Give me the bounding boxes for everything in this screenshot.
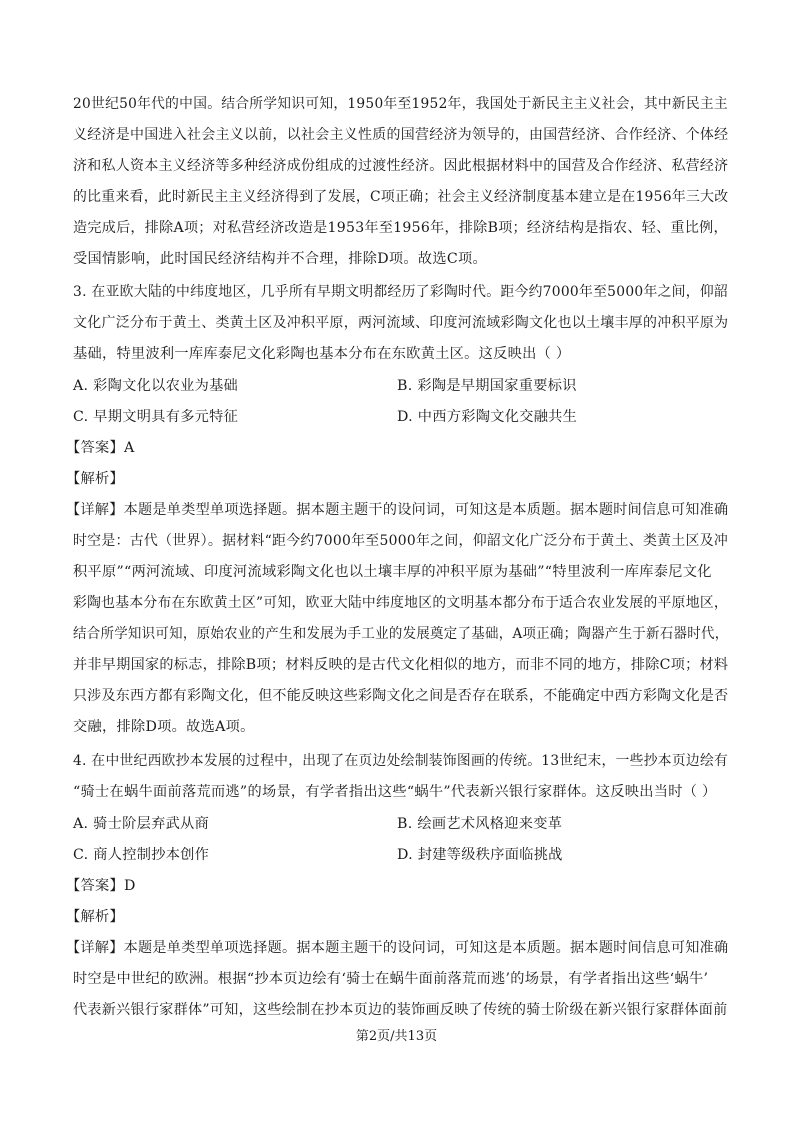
explanation-line: 并非早期国家的标志，排除B项；材料反映的是古代文化相似的地方，而非不同的地方，排除C项；材料 xyxy=(73,657,729,673)
question-stem: 基础，特里波利一库库泰尼文化彩陶也基本分布在东欧黄土区。这反映出（ ） xyxy=(73,346,571,362)
explanation-line: 【详解】本题是单类型单项选择题。据本题主题干的设问词，可知这是本质题。据本题时间信息可知准确 xyxy=(66,940,729,956)
explanation-line: 时空是中世纪的欧洲。根据“抄本页边绘有‘骑士在蜗牛面前落荒而逃’的场景，有学者指出这些‘蜗牛’ xyxy=(73,971,709,987)
option-d: D. 封建等级秩序面临挑战 xyxy=(397,847,563,863)
question-stem: “骑士在蜗牛面前落荒而逃”的场景，有学者指出这些“蜗牛”代表新兴银行家群体。这反映出当时（ ） xyxy=(73,784,717,800)
option-d: D. 中西方彩陶文化交融共生 xyxy=(397,409,578,425)
question-stem: 文化广泛分布于黄土、类黄土区及冲积平原，两河流域、印度河流域彩陶文化也以土壤丰厚的冲积平原为 xyxy=(73,315,729,331)
text-line: 济和私人资本主义经济等多种经济成份组成的过渡性经济。因此根据材料中的国营及合作经济、私营经济 xyxy=(73,158,729,174)
text-line: 的比重来看，此时新民主主义经济得到了发展，C项正确；社会主义经济制度基本建立是在1956年三大改 xyxy=(73,189,729,205)
explanation-line: 彩陶也基本分布在东欧黄土区”可知，欧亚大陆中纬度地区的文明基本都分布于适合农业发展的平原地区， xyxy=(73,595,728,611)
answer-label: 【答案】D xyxy=(66,878,136,894)
option-a: A. 骑士阶层弃武从商 xyxy=(73,816,210,832)
explanation-line: 交融，排除D项。故选A项。 xyxy=(73,719,255,735)
explanation-line: 积平原”“两河流域、印度河流域彩陶文化也以土壤丰厚的冲积平原为基础”“特里波利一库库泰尼文化 xyxy=(73,564,712,580)
explanation-line: 只涉及东西方都有彩陶文化，但不能反映这些彩陶文化之间是否存在联系，不能确定中西方彩陶文化是否 xyxy=(73,688,729,704)
question-stem: 3. 在亚欧大陆的中纬度地区，几乎所有早期文明都经历了彩陶时代。距今约7000年至5000年之间，仰韶 xyxy=(73,284,729,300)
text-line: 造完成后，排除A项；对私营经济改造是1953年至1956年，排除B项；经济结构是指农、轻、重比例， xyxy=(73,220,728,236)
page-number: 第2页/共13页 xyxy=(355,1029,438,1044)
text-line: 受国情影响，此时国民经济结构并不合理，排除D项。故选C项。 xyxy=(73,251,487,267)
explanation-line: 【详解】本题是单类型单项选择题。据本题主题干的设问词，可知这是本质题。据本题时间信息可知准确 xyxy=(66,502,729,518)
text-line: 20世纪50年代的中国。结合所学知识可知，1950年至1952年，我国处于新民主主义社会，其中新民主主 xyxy=(73,96,728,112)
text-line: 义经济是中国进入社会主义以前，以社会主义性质的国营经济为领导的，由国营经济、合作经济、个体经 xyxy=(73,127,729,143)
analysis-label: 【解析】 xyxy=(66,471,124,487)
answer-label: 【答案】A xyxy=(66,440,135,456)
option-b: B. 彩陶是早期国家重要标识 xyxy=(397,378,577,394)
option-c: C. 早期文明具有多元特征 xyxy=(73,409,239,425)
option-c: C. 商人控制抄本创作 xyxy=(73,847,210,863)
option-b: B. 绘画艺术风格迎来变革 xyxy=(397,816,563,832)
explanation-line: 结合所学知识可知，原始农业的产生和发展为手工业的发展奠定了基础，A项正确；陶器产生于新石器时代， xyxy=(73,626,729,642)
explanation-line: 代表新兴银行家群体”可知，这些绘制在抄本页边的装饰画反映了传统的骑士阶级在新兴银行家群体面前 xyxy=(73,1002,728,1018)
option-a: A. 彩陶文化以农业为基础 xyxy=(73,378,239,394)
explanation-line: 时空是：古代（世界）。据材料“距今约7000年至5000年之间，仰韶文化广泛分布于黄土、类黄土区及冲 xyxy=(73,533,729,549)
analysis-label: 【解析】 xyxy=(66,909,124,925)
question-stem: 4. 在中世纪西欧抄本发展的过程中，出现了在页边处绘制装饰图画的传统。13世纪末，一些抄本页边绘有 xyxy=(73,753,729,769)
